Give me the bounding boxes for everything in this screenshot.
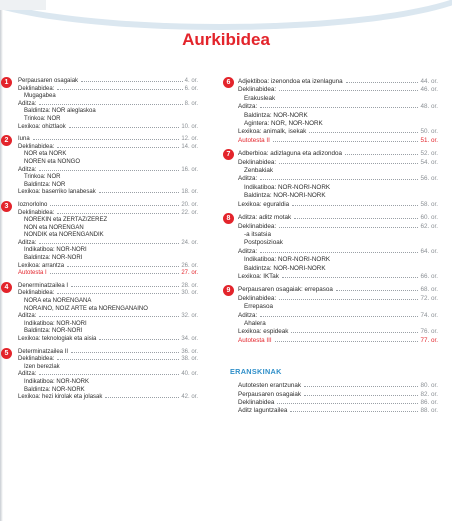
- toc-entry-title: Erakusleak: [244, 94, 276, 102]
- toc-entry-title: Zenbakiak: [244, 167, 274, 175]
- toc-entry-title: Deklinabidea:: [18, 290, 55, 297]
- dot-leader: [50, 205, 179, 206]
- toc-entry[interactable]: [6, 349, 198, 357]
- toc-entry-page: 32. or.: [181, 313, 198, 320]
- toc-entry-title: Mugagabea: [24, 93, 56, 100]
- toc-entry[interactable]: [6, 255, 198, 263]
- toc-entry-title: Perpausaren osagaiak: [238, 390, 302, 398]
- dot-leader: [345, 154, 419, 155]
- toc-entry-title: Baldintza: NOR-NORI-NORK: [244, 192, 326, 200]
- toc-entry-page: 18. or.: [181, 189, 198, 196]
- dot-leader: [279, 163, 418, 164]
- toc-entry-page: 52. or.: [420, 150, 438, 158]
- toc-entry-title: NON eta NORENGAN: [24, 224, 84, 231]
- dot-leader: [39, 170, 179, 171]
- dot-leader: [304, 395, 418, 396]
- dot-leader: [294, 218, 418, 219]
- toc-entry-page: 68. or.: [420, 286, 438, 294]
- toc-entry-title: Indikatiboa: NOR-NORK: [24, 378, 90, 385]
- toc-entry[interactable]: [226, 201, 438, 209]
- toc-entry-title: NOREN eta NONGO: [24, 158, 81, 165]
- toc-entry-title: Baldintza: NOR-NORK: [244, 111, 308, 119]
- toc-entry-page: 20. or.: [181, 201, 198, 208]
- toc-entry-page: 54. or.: [420, 158, 438, 166]
- toc-entry-page: 6. or.: [184, 85, 198, 92]
- toc-entry-title: Indikatiboa: NOR-NORI-NORK: [244, 256, 331, 264]
- toc-entry-title: Adberbioa: adizlaguna eta adizondoa: [238, 150, 342, 158]
- toc-entry[interactable]: [226, 150, 438, 158]
- toc-entry-title: Deklinabidea:: [18, 85, 55, 92]
- toc-entry[interactable]: [226, 303, 438, 311]
- dot-leader: [277, 403, 418, 404]
- toc-entry[interactable]: [6, 225, 198, 233]
- toc-entry[interactable]: [6, 313, 198, 321]
- corner-tab: [0, 0, 46, 10]
- dot-leader: [260, 316, 418, 317]
- toc-entry[interactable]: [6, 124, 198, 132]
- toc-entry-title: Lexikoa: eguraldia: [238, 200, 290, 208]
- dot-leader: [260, 179, 418, 180]
- dot-leader: [282, 277, 419, 278]
- toc-entry-title: Deklinabidea:: [18, 356, 55, 363]
- chapter-number-badge: 3: [1, 201, 12, 212]
- toc-entry[interactable]: [226, 407, 438, 415]
- toc-entry[interactable]: [6, 217, 198, 225]
- dot-leader: [279, 90, 418, 91]
- toc-entry-title: Adjektiboa: izenondoa eta izenlaguna: [238, 78, 343, 85]
- toc-entry-title: Baldintza: NOR-NORK: [24, 386, 85, 393]
- toc-entry-title: Perpausaren osagaiak: [18, 78, 79, 84]
- toc-entry-page: 74. or.: [420, 311, 438, 319]
- toc-entry[interactable]: [6, 371, 198, 379]
- toc-entry-page: 36. or.: [181, 348, 198, 355]
- toc-entry[interactable]: [6, 263, 198, 271]
- toc-entry[interactable]: [226, 391, 438, 399]
- toc-entry[interactable]: [6, 159, 198, 167]
- toc-entry[interactable]: [6, 298, 198, 306]
- toc-entry-title: Deklinabidea:: [238, 158, 277, 166]
- right-column: [226, 78, 438, 416]
- toc-entry-page: 26. or.: [181, 262, 198, 269]
- toc-entry-title: Aditza: aditz motak: [238, 214, 292, 222]
- toc-entry-page: 44. or.: [420, 78, 438, 85]
- toc-entry-title: Postposizioak: [244, 239, 283, 247]
- toc-entry-title: Deklinabidea:: [238, 222, 277, 230]
- toc-entry[interactable]: [6, 101, 198, 109]
- dot-leader: [39, 243, 179, 244]
- dot-leader: [273, 141, 419, 142]
- toc-entry-page: 28. or.: [181, 282, 198, 289]
- dot-leader: [57, 359, 179, 360]
- chapter-number-badge: 2: [1, 135, 12, 146]
- toc-entry[interactable]: [226, 312, 438, 320]
- toc-entry-title: Errepasoa: [244, 303, 274, 311]
- chapter-number-badge: 1: [1, 77, 12, 88]
- dot-leader: [57, 293, 179, 294]
- toc-entry[interactable]: [6, 270, 198, 278]
- toc-entry-title: Aditza:: [238, 247, 258, 255]
- eranskinak-heading: ERANSKINAK: [230, 367, 282, 377]
- toc-entry-title: Deklinabidea:: [238, 294, 277, 302]
- toc-entry-page: 80. or.: [420, 382, 438, 390]
- toc-entry[interactable]: [6, 93, 198, 101]
- chapter-block: [6, 283, 198, 344]
- toc-entry-page: 64. or.: [420, 247, 438, 255]
- toc-entry-page: 24. or.: [181, 239, 198, 246]
- toc-entry[interactable]: [6, 379, 198, 387]
- dot-leader: [50, 273, 180, 274]
- toc-entry-page: 50. or.: [420, 128, 438, 136]
- toc-entry-title: Lexikoa: IKTak: [238, 272, 279, 280]
- toc-entry[interactable]: [6, 210, 198, 218]
- toc-entry-title: Lexikoa: espideak: [238, 328, 289, 336]
- toc-entry-title: Denerminatzailea I: [18, 282, 69, 289]
- toc-entry-page: 8. or.: [184, 100, 198, 107]
- dot-leader: [292, 205, 418, 206]
- toc-entry[interactable]: [226, 328, 438, 336]
- toc-entry[interactable]: [6, 364, 198, 372]
- toc-entry-title: Izen berezlak: [24, 363, 60, 370]
- page-title: Aurkibidea: [182, 30, 270, 49]
- toc-entry[interactable]: [226, 286, 438, 294]
- toc-entry[interactable]: [226, 223, 438, 231]
- toc-entry[interactable]: [6, 78, 198, 86]
- toc-entry-page: 42. or.: [181, 394, 198, 401]
- toc-entry-title: Deklinabidea:: [18, 143, 55, 150]
- toc-entry[interactable]: [6, 394, 198, 402]
- toc-entry-title: Baldintza: NOR aleglaskoa: [24, 108, 96, 115]
- toc-entry-title: Baldintza: NOR-NORI: [24, 328, 83, 335]
- chapter-block: [6, 202, 198, 278]
- dot-leader: [279, 227, 418, 228]
- toc-entry[interactable]: [6, 174, 198, 182]
- toc-entry-title: NOR eta NORK: [24, 151, 67, 158]
- toc-entry[interactable]: [226, 103, 438, 111]
- toc-entry-page: 72. or.: [420, 294, 438, 302]
- toc-entry-title: Baldintza: NOR-NORI-NORK: [244, 264, 326, 272]
- toc-entry[interactable]: [6, 290, 198, 298]
- chapter-number-badge: 5: [1, 348, 12, 359]
- toc-entry-page: 22. or.: [181, 209, 198, 216]
- toc-entry[interactable]: [6, 232, 198, 240]
- dot-leader: [99, 192, 180, 193]
- toc-entry[interactable]: [226, 265, 438, 273]
- toc-entry-title: Deklinabidea:: [18, 209, 55, 216]
- eranskinak-list: [226, 382, 438, 416]
- toc-entry-page: 48. or.: [420, 103, 438, 111]
- toc-entry[interactable]: [6, 321, 198, 329]
- toc-entry[interactable]: [226, 256, 438, 264]
- dot-leader: [279, 299, 418, 300]
- toc-entry-title: Autotesten erantzunak: [238, 382, 302, 390]
- toc-entry-title: Determinatzailea II: [18, 348, 69, 355]
- toc-entry-title: Iuna: [18, 136, 30, 143]
- toc-entry-title: Deklinabidea: [238, 399, 275, 406]
- toc-entry-title: Autotesta I: [18, 270, 47, 277]
- chapter-number-badge: 4: [1, 282, 12, 293]
- toc-entry-title: NORAINO, NOIZ ARTE eta NORENGANAINO: [24, 305, 148, 312]
- right-chapters: [226, 78, 438, 345]
- toc-entry[interactable]: [6, 182, 198, 190]
- toc-entry-title: Aditza:: [18, 239, 37, 246]
- toc-entry-title: NORA eta NORENGANA: [24, 298, 92, 305]
- toc-entry[interactable]: [6, 108, 198, 116]
- toc-entry[interactable]: [226, 273, 438, 281]
- chapter-block: [226, 78, 438, 145]
- toc-entry-title: Lexikoa: teknologiak eta aisia: [18, 336, 97, 342]
- toc-entry[interactable]: [6, 189, 198, 197]
- dot-leader: [57, 89, 182, 90]
- toc-entry-title: Lexikoa: hezi kirolak eta jolasak: [18, 394, 103, 401]
- toc-entry[interactable]: [6, 306, 198, 314]
- toc-entry-title: Aditza:: [18, 371, 37, 378]
- dot-leader: [105, 397, 179, 398]
- dot-leader: [304, 386, 418, 387]
- toc-entry[interactable]: [226, 128, 438, 136]
- toc-entry-title: Autotesta II: [238, 136, 270, 144]
- dot-leader: [81, 81, 183, 82]
- toc-entry-page: 27. or.: [181, 270, 198, 277]
- toc-entry[interactable]: [6, 202, 198, 210]
- toc-entry[interactable]: [6, 151, 198, 159]
- chapter-block: [226, 214, 438, 281]
- toc-entry-title: Trinkoa: NOR: [24, 115, 61, 122]
- toc-entry-title: NOREKIN eta ZERTAZ/ZEREZ: [24, 217, 108, 224]
- toc-entry-title: Indikatiboa: NOR-NORI: [24, 247, 87, 254]
- toc-entry-title: Agintera: NOR, NOR-NORK: [244, 120, 323, 128]
- toc-entry[interactable]: [226, 184, 438, 192]
- toc-entry-title: Aditza:: [18, 166, 37, 173]
- toc-entry-title: Lexikoa: arrantza: [18, 262, 65, 269]
- dot-leader: [57, 213, 179, 214]
- toc-entry-title: Trinkoa: NOR: [24, 174, 61, 181]
- toc-entry[interactable]: [226, 239, 438, 247]
- toc-entry[interactable]: [6, 86, 198, 94]
- toc-entry-page: 88. or.: [420, 407, 438, 415]
- toc-entry-title: Lexikoa: ohiztlaok: [18, 123, 66, 130]
- dot-leader: [67, 266, 179, 267]
- dot-leader: [71, 352, 179, 353]
- toc-entry[interactable]: [226, 86, 438, 94]
- toc-entry-page: 10. or.: [181, 123, 198, 130]
- dot-leader: [39, 316, 179, 317]
- toc-entry[interactable]: [226, 112, 438, 120]
- dot-leader: [71, 286, 179, 287]
- dot-leader: [33, 139, 180, 140]
- toc-entry[interactable]: [6, 167, 198, 175]
- dot-leader: [291, 332, 418, 333]
- toc-entry[interactable]: [226, 167, 438, 175]
- dot-leader: [39, 374, 179, 375]
- toc-entry-page: 60. or.: [420, 214, 438, 222]
- toc-entry-title: Baldintza: NOR-NORI: [24, 255, 83, 262]
- toc-entry-title: -a itsatsia: [244, 230, 271, 238]
- toc-entry[interactable]: [6, 283, 198, 291]
- toc-entry[interactable]: [226, 120, 438, 128]
- toc-entry-page: 56. or.: [420, 175, 438, 183]
- chapter-number-badge: 7: [223, 149, 234, 160]
- toc-entry[interactable]: [226, 159, 438, 167]
- toc-entry[interactable]: [226, 382, 438, 390]
- chapter-number-badge: 6: [223, 77, 234, 88]
- toc-entry[interactable]: [226, 295, 438, 303]
- dot-leader: [260, 107, 418, 108]
- toc-entry-title: Aditza:: [18, 100, 37, 107]
- toc-entry[interactable]: [226, 337, 438, 345]
- toc-entry-title: Aditza:: [238, 103, 258, 111]
- toc-entry-page: 16. or.: [181, 166, 198, 173]
- toc-entry[interactable]: [6, 387, 198, 395]
- toc-entry[interactable]: [6, 247, 198, 255]
- chapter-number-badge: 8: [223, 213, 234, 224]
- toc-entry-page: 76. or.: [420, 328, 438, 336]
- toc-entry-title: Aditza:: [238, 311, 258, 319]
- toc-entry[interactable]: [6, 356, 198, 364]
- toc-entry-title: Lexikoa: baserriko lanabesak: [18, 189, 96, 196]
- chapter-number-badge: 9: [223, 285, 234, 296]
- toc-entry-page: 30. or.: [181, 290, 198, 297]
- toc-entry[interactable]: [226, 192, 438, 200]
- toc-entry-page: 12. or.: [181, 136, 198, 143]
- toc-entry-page: 62. or.: [420, 222, 438, 230]
- toc-entry-page: 4. or.: [184, 78, 198, 84]
- toc-entry[interactable]: [6, 136, 198, 144]
- toc-entry[interactable]: [6, 144, 198, 152]
- toc-entry[interactable]: [6, 336, 198, 344]
- toc-entry-page: 58. or.: [420, 200, 438, 208]
- dot-leader: [57, 147, 179, 148]
- toc-entry-page: 40. or.: [181, 371, 198, 378]
- toc-entry-page: 34. or.: [181, 336, 198, 342]
- dot-leader: [99, 339, 179, 340]
- toc-entry-page: 86. or.: [420, 399, 438, 406]
- toc-entry-page: 51. or.: [420, 136, 438, 144]
- chapter-block: [226, 286, 438, 345]
- chapter-block: [6, 349, 198, 402]
- dot-leader: [69, 127, 180, 128]
- toc-entry-page: 77. or.: [420, 336, 438, 344]
- dot-leader: [290, 411, 418, 412]
- chapter-block: [6, 136, 198, 197]
- dot-leader: [309, 132, 418, 133]
- chapter-block: [6, 78, 198, 131]
- toc-entry-title: Autotesta III: [238, 336, 272, 344]
- toc-entry[interactable]: [6, 328, 198, 336]
- toc-entry-page: 66. or.: [420, 272, 438, 280]
- toc-entry-title: Indikatiboa: NOR-NORI-NORK: [244, 183, 331, 191]
- toc-entry-title: Ioznorlolno: [18, 201, 48, 208]
- toc-entry-title: Aditza:: [238, 175, 258, 183]
- dot-leader: [275, 341, 419, 342]
- toc-entry[interactable]: [226, 137, 438, 145]
- toc-entry[interactable]: [6, 240, 198, 248]
- toc-entry[interactable]: [226, 78, 438, 86]
- toc-entry-title: NONDIK eta NORENGANDIK: [24, 232, 104, 239]
- toc-entry-title: Ahalera: [244, 319, 266, 327]
- toc-entry-title: Indikatiboa: NOR-NORI: [24, 320, 87, 327]
- toc-entry-title: Aditz laguntzailea: [238, 407, 288, 415]
- left-column: [6, 78, 198, 402]
- toc-entry-title: Aditza:: [18, 313, 37, 320]
- toc-entry-page: 82. or.: [420, 390, 438, 398]
- toc-entry[interactable]: [226, 231, 438, 239]
- toc-entry[interactable]: [226, 214, 438, 222]
- toc-entry[interactable]: [226, 320, 438, 328]
- toc-entry-page: 46. or.: [420, 86, 438, 94]
- toc-entry[interactable]: [226, 399, 438, 407]
- dot-leader: [260, 252, 418, 253]
- dot-leader: [39, 104, 182, 105]
- toc-entry-title: Perpausaren osagaiak: errepasoa: [238, 286, 333, 294]
- dot-leader: [336, 290, 419, 291]
- toc-entry-page: 14. or.: [181, 143, 198, 150]
- toc-entry-page: 38. or.: [181, 356, 198, 363]
- toc-entry-title: Lexikoa: animalk, isekak: [238, 128, 307, 136]
- toc-entry[interactable]: [226, 175, 438, 183]
- toc-entry[interactable]: [6, 116, 198, 124]
- toc-entry-title: Deklinabidea:: [238, 86, 277, 94]
- chapter-block: [226, 150, 438, 209]
- dot-leader: [346, 82, 419, 83]
- toc-entry-title: Baldintza: NOR: [24, 181, 66, 188]
- toc-entry[interactable]: [226, 95, 438, 103]
- toc-entry[interactable]: [226, 248, 438, 256]
